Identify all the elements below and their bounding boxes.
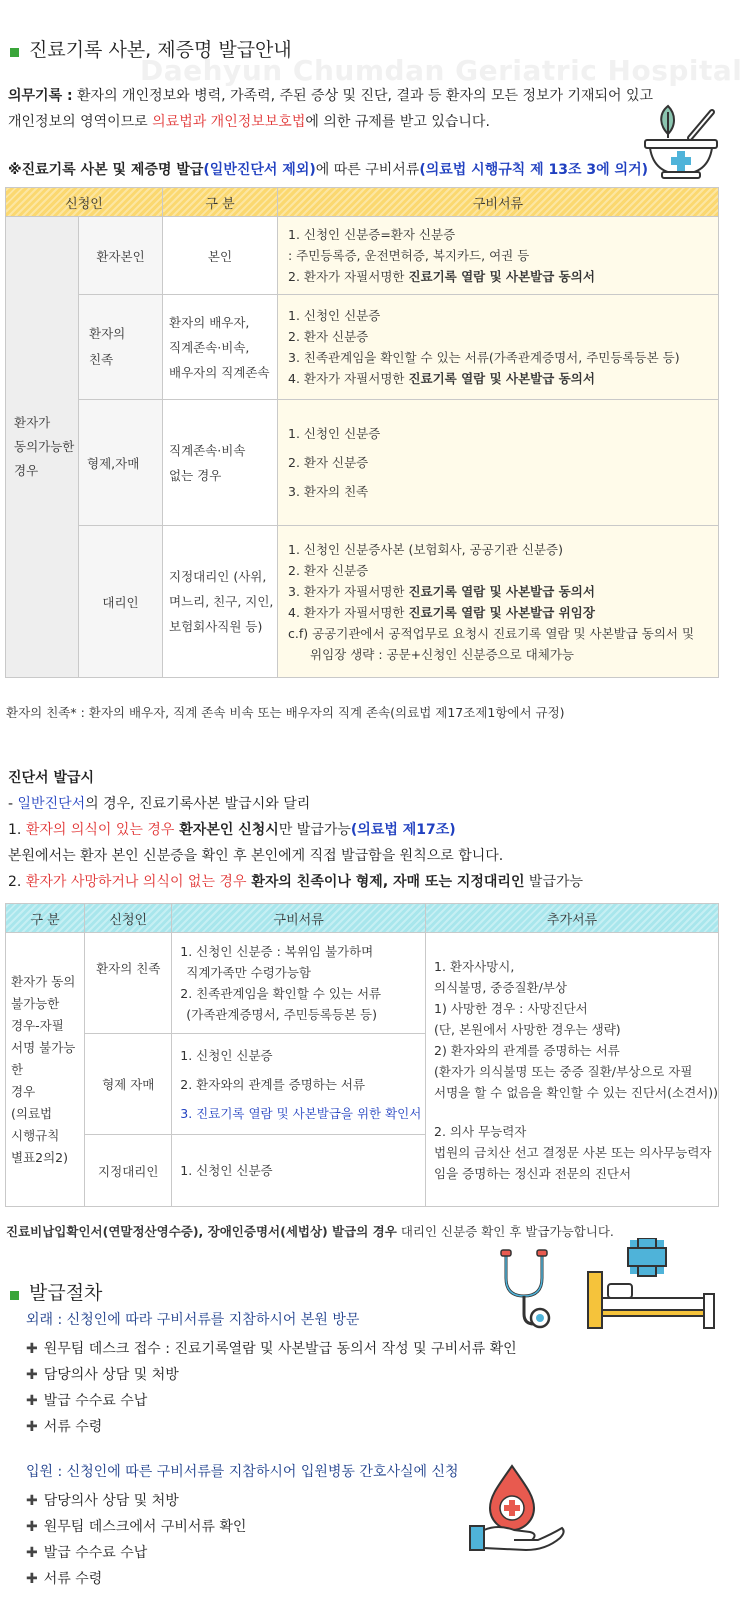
category-cell: 본인 (163, 217, 278, 295)
plus-icon: ✚ (26, 1493, 38, 1509)
bullet-square-icon (10, 1291, 19, 1300)
list-item: ✚ 원무팀 데스크에서 구비서류 확인 (26, 1519, 247, 1535)
page-title: 진료기록 사본, 제증명 발급안내 (29, 39, 292, 61)
outpatient-title: 외래 : 신청인에 따라 구비서류를 지참하시어 본원 방문 (26, 1312, 360, 1328)
procedure-title: 발급절차 (29, 1282, 103, 1304)
list-item: ✚ 원무팀 데스크 접수 : 진료기록열람 및 사본발급 동의서 작성 및 구비서류 확인 (26, 1341, 517, 1357)
header-category: 구 분 (163, 188, 278, 217)
list-item: ✚ 담당의사 상담 및 처방 (26, 1367, 179, 1383)
intro-line-2: 개인정보의 영역이므로 의료법과 개인정보보호법에 의한 규제를 받고 있습니다. (8, 114, 490, 130)
table-row (6, 400, 719, 526)
table-row (6, 526, 719, 678)
intro-line-1: 의무기록 : 환자의 개인정보와 병력, 가족력, 주된 증상 및 진단, 결과 등 환자의 모든 정보가 기재되어 있고 (8, 88, 654, 104)
diagnosis-line-1: - 일반진단서의 경우, 진료기록사본 발급시와 달리 (8, 796, 311, 812)
watermark: Daehyun Chumdan Geriatric Hospital (140, 54, 743, 87)
applicant-cell: 형제,자매 (79, 400, 163, 526)
category-cell: 지정대리인 (사위, 며느리, 친구, 지인, 보험회사직원 등) (163, 526, 278, 678)
table-header-row (6, 188, 719, 217)
diagnosis-line-2: 1. 환자의 의식이 있는 경우 환자본인 신청시만 발급가능(의료법 제17조) (8, 822, 456, 838)
header-applicant: 신청인 (85, 904, 172, 933)
documents-cell: 1. 신청인 신분증 2. 환자 신분증 3. 친족관계임을 확인할 수 있는 서류(가족관계증명서, 주민등록등본 등) 4. 환자가 자필서명한 진료기록 열람 및 사본발급 동의서 (278, 295, 719, 400)
header-applicant: 신청인 (6, 188, 163, 217)
mortar-pestle-icon (640, 102, 722, 182)
applicant-cell: 환자본인 (79, 217, 163, 295)
extra-documents-cell: 1. 환자사망시, 의식불명, 중증질환/부상 1) 사망한 경우 : 사망진단서 (단, 본원에서 사망한 경우는 생략) 2) 환자와의 관계를 증명하는 서류 (환자가 의식불명 또는 중증 질환/부상으로 자필 서명을 할 수 없음을 확인할 수 있는 진단서(소견서)) 2. 의사 무능력자 법원의 금치산 선고 결정문 사본 또는 의사무능력자 임을 증명하는 정신과 전문의 진단서 (426, 933, 719, 1207)
header-documents: 구비서류 (172, 904, 426, 933)
documents-table-no-consent (5, 903, 719, 1207)
documents-cell: 1. 신청인 신분증 : 복위임 불가하며 직계가족만 수령가능함 2. 친족관계임을 확인할 수 있는 서류 (가족관계증명서, 주민등록등본 등) (172, 933, 426, 1034)
plus-icon: ✚ (26, 1519, 38, 1535)
list-item: ✚ 발급 수수료 수납 (26, 1393, 148, 1409)
applicant-cell: 환자의 친족 (85, 933, 172, 1034)
list-item: ✚ 담당의사 상담 및 처방 (26, 1493, 179, 1509)
outpatient-steps (26, 1336, 517, 1440)
applicant-cell: 형제 자매 (85, 1034, 172, 1135)
diagnosis-line-3: 본원에서는 환자 본인 신분증을 확인 후 본인에게 직접 발급함을 원칙으로 합니다. (8, 848, 504, 864)
plus-icon: ✚ (26, 1545, 38, 1561)
plus-icon: ✚ (26, 1571, 38, 1587)
plus-icon: ✚ (26, 1367, 38, 1383)
category-cell: 환자의 배우자, 직계존속·비속, 배우자의 직계존속 (163, 295, 278, 400)
procedure-title-row (10, 1278, 102, 1305)
inpatient-title: 입원 : 신청인에 따른 구비서류를 지참하시어 입원병동 간호사실에 신청 (26, 1464, 459, 1480)
group-label-consent: 환자가 동의가능한 경우 (6, 217, 79, 678)
documents-cell: 1. 신청인 신분증 (172, 1135, 426, 1207)
stethoscope-icon (496, 1248, 556, 1330)
table-row (6, 217, 719, 295)
category-cell: 직계존속·비속 없는 경우 (163, 400, 278, 526)
hospital-bed-icon (586, 1238, 720, 1330)
blood-drop-hand-icon (468, 1464, 568, 1554)
plus-icon: ✚ (26, 1419, 38, 1435)
group-label-no-consent: 환자가 동의 불가능한 경우-자필 서명 불가능한 경우 (의료법 시행규칙 별표2의2) (6, 933, 85, 1207)
list-item: ✚ 서류 수령 (26, 1419, 103, 1435)
header-extra-documents: 추가서류 (426, 904, 719, 933)
applicant-cell: 지정대리인 (85, 1135, 172, 1207)
applicant-cell: 환자의 친족 (79, 295, 163, 400)
list-item: ✚ 발급 수수료 수납 (26, 1545, 148, 1561)
plus-icon: ✚ (26, 1393, 38, 1409)
header-documents: 구비서류 (278, 188, 719, 217)
table-row (6, 295, 719, 400)
header-category: 구 분 (6, 904, 85, 933)
table2-footnote: 진료비납입확인서(연말정산영수증), 장애인증명서(세법상) 발급의 경우 대리인 신분증 확인 후 발급가능합니다. (6, 1224, 614, 1239)
documents-cell: 1. 신청인 신분증 2. 환자 신분증 3. 환자의 친족 (278, 400, 719, 526)
diagnosis-title: 진단서 발급시 (8, 770, 95, 786)
documents-cell: 1. 신청인 신분증사본 (보험회사, 공공기관 신분증) 2. 환자 신분증 3. 환자가 자필서명한 진료기록 열람 및 사본발급 동의서 4. 환자가 자필서명한 진료기록 열람 및 사본발급 위임장 c.f) 공공기관에서 공적업무로 요청시 진료기록 열람 및 사본발급 동의서 및 위임장 생략 : 공문+신청인 신분증으로 대체가능 (278, 526, 719, 678)
applicant-cell: 대리인 (79, 526, 163, 678)
intro-lead: 의무기록 : (8, 88, 73, 104)
bullet-square-icon (10, 48, 19, 57)
list-item: ✚ 서류 수령 (26, 1571, 103, 1587)
plus-icon: ✚ (26, 1341, 38, 1357)
diagnosis-line-4: 2. 환자가 사망하거나 의식이 없는 경우 환자의 친족이나 형제, 자매 또는 지정대리인 발급가능 (8, 874, 584, 890)
note-line: ※진료기록 사본 및 제증명 발급(일반진단서 제외)에 따른 구비서류(의료법 시행규칙 제 13조 3에 의거) (8, 162, 649, 178)
documents-table-consent (5, 187, 719, 678)
inpatient-steps (26, 1488, 246, 1592)
table1-footnote: 환자의 친족* : 환자의 배우자, 직계 존속 비속 또는 배우자의 직계 존속(의료법 제17조제1항에서 규정) (6, 705, 565, 720)
table-row (6, 933, 719, 1034)
table-header-row (6, 904, 719, 933)
documents-cell: 1. 신청인 신분증 2. 환자와의 관계를 증명하는 서류 3. 진료기록 열람 및 사본발급을 위한 확인서 (172, 1034, 426, 1135)
documents-cell: 1. 신청인 신분증=환자 신분증 : 주민등록증, 운전면허증, 복지카드, 여권 등 2. 환자가 자필서명한 진료기록 열람 및 사본발급 동의서 (278, 217, 719, 295)
